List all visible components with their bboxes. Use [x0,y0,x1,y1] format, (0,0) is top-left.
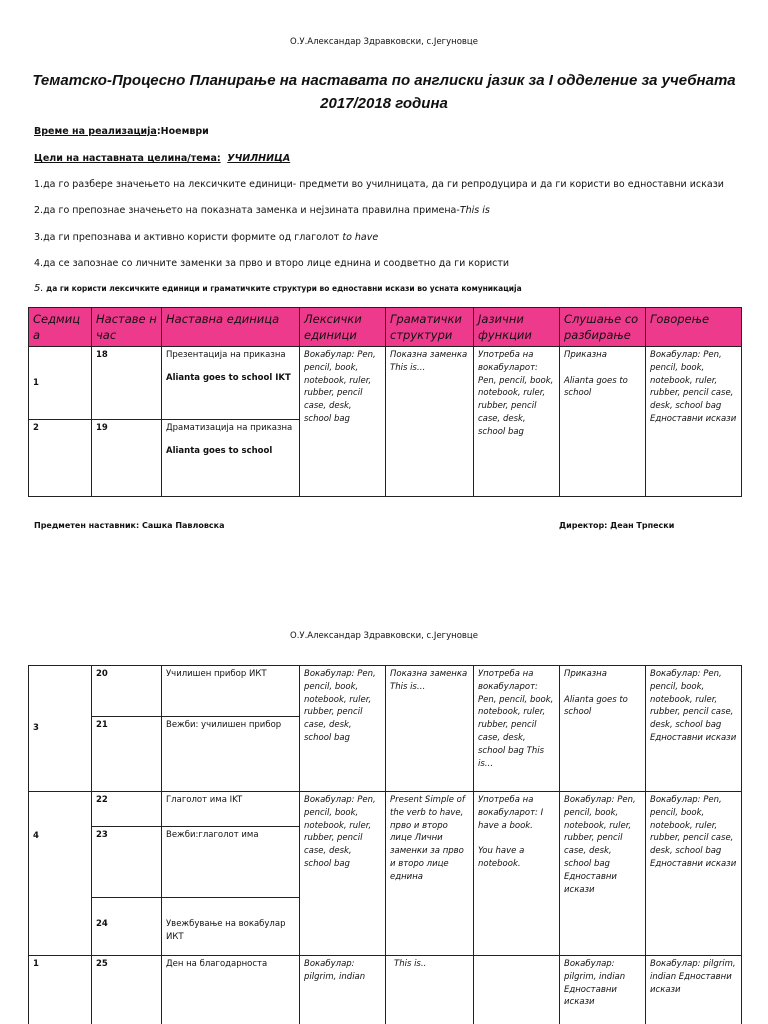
unit-title: Презентација на приказна [166,350,286,360]
week-cell: 1 [29,956,92,1024]
grammar-cell: Показна заменка This is… [386,666,474,792]
speaking-cell: Вокабулар: Pen, pencil, book, notebook, ruler, rubber, pencil case, desk, school bag Едноставни искази [646,347,742,497]
plan-table-1 [28,307,742,497]
goal-5 [34,283,522,294]
teacher-signature: Предметен наставник: Сашка Павловска [34,521,225,530]
table-row [29,792,742,827]
goal-2 [34,205,490,216]
header-speaking: Говорење [646,308,742,347]
theme-line [34,153,290,164]
goal-number: 1. [34,179,44,190]
header-listening: Слушање со разбирање [560,308,646,347]
lexical-cell: Вокабулар: Pen, pencil, book, notebook, ruler, rubber, pencil case, desk, school bag [300,666,386,792]
realization-time-label: Време на реализација [34,126,157,137]
grammar-cell: Present Simple of the verb to have, прво и второ лице Лични заменки за прво и второ лице еднина [386,792,474,956]
lexical-cell: Вокабулар: Pen, pencil, book, notebook, ruler, rubber, pencil case, desk, school bag [300,347,386,497]
unit-cell: Училишен прибор ИКТ [162,666,300,717]
speaking-cell: Вокабулар: pilgrim, indian Едноставни искази [646,956,742,1024]
header-unit: Наставна единица [162,308,300,347]
grammar-cell: Показна заменка This is… [386,347,474,497]
document-year: 2017/2018 година [320,95,448,112]
unit-cell: Глаголот има IKT [162,792,300,827]
unit-subtitle: Alianta goes to school [166,445,273,456]
unit-cell: Увежбување на вокабулар ИКТ [162,898,300,956]
grammar-cell: This is.. [386,956,474,1024]
goal-number: 5. [34,283,44,294]
listening-cell [560,347,646,497]
unit-cell [162,420,300,497]
goal-text: да ги препознава и активно користи формите од глаголот [43,232,343,243]
functions-cell: Употреба на вокабуларот: Pen, pencil, book, notebook, ruler, rubber, pencil case, desk, school bag [474,347,560,497]
week-cell: 4 [29,792,92,956]
lexical-cell: Вокабулар: pilgrim, indian [300,956,386,1024]
realization-time: Време на реализација:Ноември [34,126,209,137]
hour-cell: 23 [92,827,162,898]
hour-cell: 20 [92,666,162,717]
week-cell: 1 [29,347,92,420]
unit-cell: Ден на благодарноста [162,956,300,1024]
document-title: Тематско-Процесно Планирање на наставата по англиски јазик за I одделение за учебната [32,72,736,89]
theme-label: Цели на наставната целина/тема: [34,153,221,164]
week-cell: 2 [29,420,92,497]
goal-3 [34,232,378,243]
hour-cell: 18 [92,347,162,420]
goal-1 [34,179,724,190]
speaking-cell: Вокабулар: Pen, pencil, book, notebook, ruler, rubber, pencil case, desk, school bag Едноставни искази [646,792,742,956]
school-name-page2: О.У.Александар Здравковски, с.Јегуновце [290,631,478,641]
goal-text: да го разбере значењето на лексичките единици- предмети во училницата, да ги репродуцира и да ги користи во едноставни искази [43,179,724,190]
listening-title: Приказна [564,350,607,360]
hour-cell: 19 [92,420,162,497]
functions-cell [474,792,560,956]
header-hour: Наставе н час [92,308,162,347]
goal-text: да ги користи лексичките единици и граматичките структури во едноставни искази во усната комуникација [43,284,522,293]
listening-cell: Вокабулар: Pen, pencil, book, notebook, ruler, rubber, pencil case, desk, school bag Едноставни искази [560,792,646,956]
hour-cell: 25 [92,956,162,1024]
listening-title: Приказна [564,669,607,679]
goal-text: да го препознае значењето на показната заменка и нејзината правилна примена- [43,205,460,216]
listening-story: Alianta goes to school [564,694,628,718]
hour-cell: 22 [92,792,162,827]
functions-cell: Употреба на вокабуларот: Pen, pencil, book, notebook, ruler, rubber, pencil case, desk, school bag This is… [474,666,560,792]
functions-cell [474,956,560,1024]
theme-value: УЧИЛНИЦА [227,153,291,164]
listening-cell: Вокабулар: pilgrim, indian Едноставни искази [560,956,646,1024]
table-header-row [29,308,742,347]
school-name: О.У.Александар Здравковски, с.Јегуновце [290,37,478,47]
plan-table-2 [28,665,742,1024]
lexical-cell: Вокабулар: Pen, pencil, book, notebook, ruler, rubber, pencil case, desk, school bag [300,792,386,956]
goal-number: 2. [34,205,44,216]
hour-cell: 21 [92,717,162,792]
unit-title: Драматизација на приказна [166,423,293,433]
listening-story: Alianta goes to school [564,375,628,399]
unit-cell: Вежби:глаголот има [162,827,300,898]
unit-subtitle: Alianta goes to school IKT [166,372,291,383]
table-row [29,347,742,420]
realization-time-value: Ноември [160,126,209,137]
director-signature: Директор: Деан Трпески [559,521,675,530]
unit-cell: Вежби: училишен прибор [162,717,300,792]
hour-cell: 24 [92,898,162,956]
goal-number: 3. [34,232,44,243]
week-cell: 3 [29,666,92,792]
goal-number: 4. [34,258,44,269]
functions-line: Употреба на вокабуларот: I have a book. [478,795,544,831]
goal-italic: to have [342,232,379,243]
goal-4 [34,258,509,269]
speaking-cell: Вокабулар: Pen, pencil, book, notebook, ruler, rubber, pencil case, desk, school bag Едноставни искази [646,666,742,792]
listening-cell [560,666,646,792]
header-week: Седмиц а [29,308,92,347]
unit-cell [162,347,300,420]
goal-text: да се запознае со личните заменки за прво и второ лице еднина и соодветно да ги користи [43,258,510,269]
goal-italic: This is [459,205,490,216]
header-grammar: Граматички структури [386,308,474,347]
header-lexical: Лексички единици [300,308,386,347]
table-row [29,956,742,1024]
table-row [29,666,742,717]
header-functions: Јазични функции [474,308,560,347]
functions-line: You have a notebook. [478,846,525,869]
